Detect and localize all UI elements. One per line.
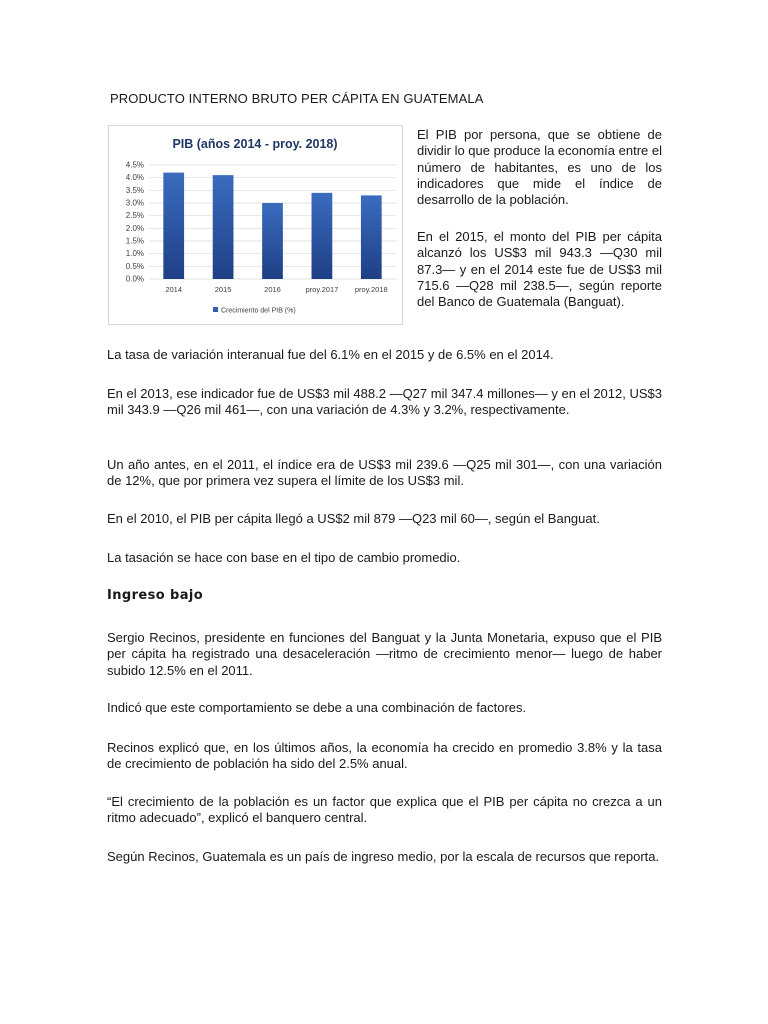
paragraph-2011: Un año antes, en el 2011, el índice era de US$3 mil 239.6 —Q25 mil 301—, con una variación de 12%, que por primera vez supera el límite de los US$3 mil. xyxy=(107,457,662,489)
y-tick-label: 3.0% xyxy=(125,198,144,208)
paragraph-exchange-rate: La tasación se hace con base en el tipo de cambio promedio. xyxy=(107,550,461,565)
bar-proy.2018 xyxy=(361,195,382,279)
y-tick-label: 2.5% xyxy=(125,211,144,221)
y-tick-label: 3.5% xyxy=(125,185,144,195)
legend-swatch xyxy=(213,307,218,312)
y-tick-label: 1.0% xyxy=(125,249,144,259)
paragraph-recinos: Sergio Recinos, presidente en funciones del Banguat y la Junta Monetaria, expuso que el PIB per cápita ha registrado una desaceleración —ritmo de crecimiento menor— luego de haber subido 12.5% en el 2011. xyxy=(107,630,662,678)
legend-label: Crecimiento del PIB (%) xyxy=(221,307,296,315)
gdp-chart-svg xyxy=(109,126,402,324)
bar-2015 xyxy=(213,175,234,279)
y-tick-label: 4.0% xyxy=(125,173,144,183)
bar-proy.2017 xyxy=(312,193,333,279)
paragraph-2010: En el 2010, el PIB per cápita llegó a US$2 mil 879 —Q23 mil 60—, según el Banguat. xyxy=(107,511,600,526)
y-tick-label: 0.0% xyxy=(125,274,144,284)
page-title: PRODUCTO INTERNO BRUTO PER CÁPITA EN GUATEMALA xyxy=(110,91,484,106)
y-tick-label: 2.0% xyxy=(125,223,144,233)
y-axis-ticks xyxy=(126,161,144,284)
paragraph-income: Según Recinos, Guatemala es un país de ingreso medio, por la escala de recursos que reporta. xyxy=(107,849,660,864)
x-tick-label: 2015 xyxy=(214,285,232,294)
gdp-chart xyxy=(108,125,403,325)
paragraph-quote: “El crecimiento de la población es un factor que explica que el PIB per cápita no crezca a un ritmo adecuado”, explicó el banquero central. xyxy=(107,794,662,826)
paragraph-variation: La tasa de variación interanual fue del 6.1% en el 2015 y de 6.5% en el 2014. xyxy=(107,347,554,362)
paragraph-factors: Indicó que este comportamiento se debe a una combinación de factores. xyxy=(107,700,527,715)
y-tick-label: 1.5% xyxy=(125,236,144,246)
x-axis-ticks xyxy=(165,285,387,294)
chart-legend xyxy=(213,307,296,315)
chart-bars xyxy=(163,173,381,279)
intro-paragraph: El PIB por persona, que se obtiene de dividir lo que produce la economía entre el número de habitantes, es uno de los indicadores que mide el índice de desarrollo de la población. xyxy=(417,127,662,208)
x-tick-label: proy.2018 xyxy=(354,285,388,294)
x-tick-label: 2014 xyxy=(165,285,183,294)
y-tick-label: 0.5% xyxy=(125,261,144,271)
chart-title: PIB (años 2014 - proy. 2018) xyxy=(172,137,338,151)
x-tick-label: 2016 xyxy=(264,285,281,294)
y-tick-label: 4.5% xyxy=(125,160,144,170)
bar-2014 xyxy=(163,173,184,279)
x-tick-label: proy.2017 xyxy=(305,285,339,294)
bar-2016 xyxy=(262,203,283,279)
paragraph-growth: Recinos explicó que, en los últimos años, la economía ha crecido en promedio 3.8% y la tasa de crecimiento de población ha sido del 2.5% anual. xyxy=(107,740,662,772)
amount-paragraph: En el 2015, el monto del PIB per cápita alcanzó los US$3 mil 943.3 —Q30 mil 87.3— y en el 2014 este fue de US$3 mil 715.6 —Q28 mil 238.5—, según reporte del Banco de Guatemala (Banguat). xyxy=(417,229,662,310)
paragraph-2013: En el 2013, ese indicador fue de US$3 mil 488.2 —Q27 mil 347.4 millones— y en el 2012, US$3 mil 343.9 —Q26 mil 461—, con una variación de 4.3% y 3.2%, respectivamente. xyxy=(107,386,662,418)
section-heading: Ingreso bajo xyxy=(107,588,204,603)
